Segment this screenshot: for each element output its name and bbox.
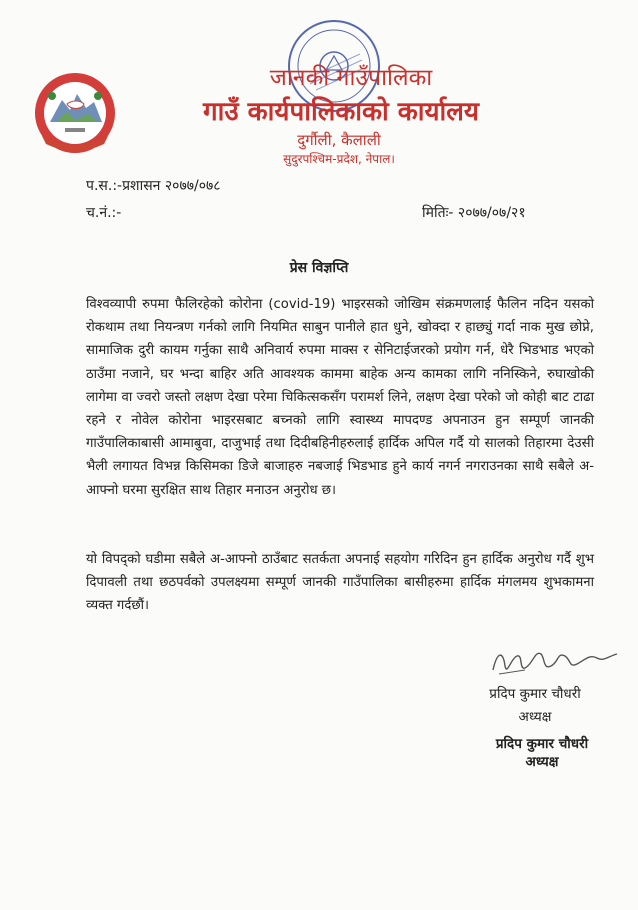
municipality-name: जानकी गाउँपालिका <box>269 65 433 91</box>
document-title: प्रेस विज्ञप्ति <box>289 260 349 276</box>
name-stamp-position: अध्यक्ष <box>525 754 559 770</box>
letter-date: मितिः- २०७७/०७/२१ <box>422 205 526 221</box>
name-stamp-name: प्रदिप कुमार चौधरी <box>495 736 589 752</box>
body-paragraph-1: विश्वव्यापी रुपमा फैलिरहेको कोरोना (covid-19) भाइरसको जोखिम संक्रमणलाई फैलिन नदिन यसको रोकथाम तथा नियन्त्रण गर्नको लागि नियमित साबुन पानीले हात धुने, खोक्दा र हाछ्युं गर्दा नाक मुख छोप्ने, सामाजिक दुरी कायम गर्नुका साथै अनिवार्य रुपमा माक्स र सेनिटाईजरको प्रयोग गर्न, धेरै भिडभाड भएको ठाउँमा नजाने, घर भन्दा बाहिर अति आवश्यक काममा बाहेक अन्य कामका लागि ननिस्किने, रुघाखोकी लागेमा वा ज्वरो जस्तो लक्षण देखा परेमा चिकित्सकसँग परामर्श लिने, लक्षण देखा परेको जो कोही बाट टाढा रहने र नोवेल कोरोना भाइरसबाट बच्नको लागि स्वास्थ्य मापदण्ड अपनाउन हुन सम्पूर्ण जानकी गाउँपालिकाबासी आमाबुवा, दाजुभाई तथा दिदीबहिनीहरुलाई हार्दिक अपिल गर्दै यो सालको तिहारमा देउसी भैली लगायत विभन्न किसिमका डिजे बाजाहरु नबजाई भिडभाड हुने कार्य नगर्न नगराउनका साथै सबैले अ-आफ्नो घरमा सुरक्षित साथ तिहार मनाउन अनुरोध छ। <box>86 297 594 498</box>
office-location: दुर्गौली, कैलाली <box>297 131 381 149</box>
signatory-name: प्रदिप कुमार चौधरी <box>489 686 581 702</box>
handwritten-signature <box>485 640 625 682</box>
signatory-position: अध्यक्ष <box>518 709 552 725</box>
office-province: सुदुरपश्चिम-प्रदेश, नेपाल। <box>283 152 395 166</box>
office-name: गाउँ कार्यपालिकाको कार्यालय <box>203 97 479 127</box>
dispatch-number: च.नं.:- <box>86 205 122 221</box>
body-paragraph-2: यो विपद्को घडीमा सबैले अ-आफ्नो ठाउँबाट सतर्कता अपनाई सहयोग गरिदिन हुन हार्दिक अनुरोध गर्दै शुभ दिपावली तथा छठपर्वको उपलक्ष्यमा सम्पूर्ण जानकी गाउँपालिका बासीहरुमा हार्दिक मंगलमय शुभकामना व्यक्त गर्दछौं। <box>86 552 594 614</box>
reference-number: प.स.:-प्रशासन २०७७/०७८ <box>86 178 221 194</box>
